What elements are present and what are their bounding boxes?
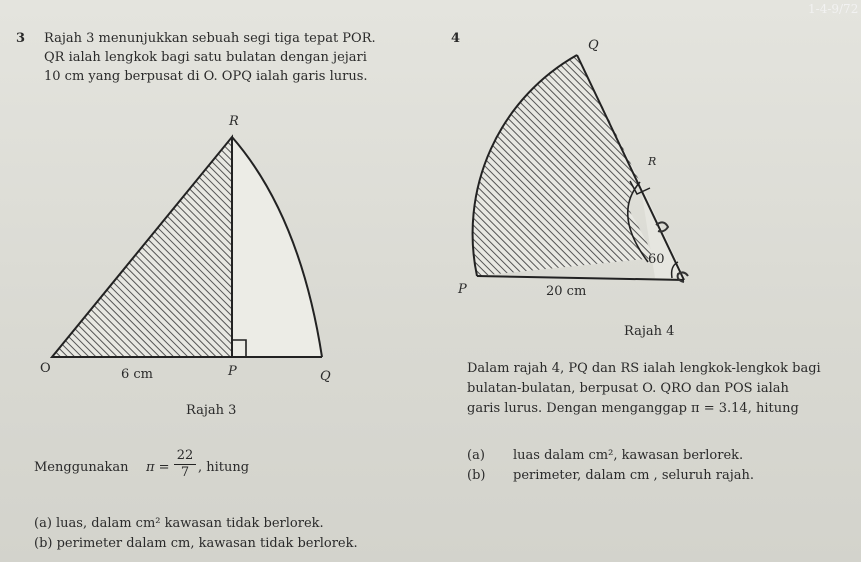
d3-label-R: R: [229, 114, 239, 129]
line-POS: [477, 276, 684, 280]
q4-line-1: Dalam rajah 4, PQ dan RS ialah lengkok-lengkok bagi: [467, 361, 821, 376]
q4-part-b-label: (b): [467, 468, 486, 483]
q3-part-a: (a) luas, dalam cm² kawasan tidak berlorek.: [34, 516, 324, 531]
q4-number: 4: [451, 31, 461, 46]
q3-pi-numerator: 22: [176, 448, 194, 463]
d3-label-P: P: [228, 364, 237, 379]
q3-line-2: QR ialah lengkok bagi satu bulatan dengan jejari: [44, 50, 367, 65]
q3-line-1: Rajah 3 menunjukkan sebuah segi tiga tepat POR.: [44, 31, 376, 46]
q3-pi-fraction: [174, 448, 196, 480]
q3-pi-denominator: 7: [174, 464, 196, 480]
q4-part-b-text: perimeter, dalam cm , seluruh rajah.: [513, 468, 755, 483]
d4-label-Q: Q: [588, 38, 599, 53]
d4-label-P: P: [458, 282, 467, 297]
d4-label-R: R: [648, 155, 657, 168]
q4-line-2: bulatan-bulatan, berpusat O. QRO dan POS ialah: [467, 381, 789, 396]
q3-part-b: (b) perimeter dalam cm, kawasan tidak berlorek.: [34, 536, 358, 551]
d3-label-O: O: [40, 361, 51, 376]
shaded-region-4: [473, 55, 655, 276]
d3-caption: Rajah 3: [186, 403, 237, 418]
d4-caption: Rajah 4: [624, 324, 675, 339]
q3-instruction-prefix: Menggunakan: [34, 460, 129, 475]
q3-pi-symbol: π =: [146, 460, 170, 475]
q3-line-3: 10 cm yang berpusat di O. OPQ ialah garis lurus.: [44, 69, 368, 84]
q3-instruction-suffix: , hitung: [198, 460, 250, 475]
q4-part-a-text: luas dalam cm², kawasan berlorek.: [513, 448, 744, 463]
d3-label-Q: Q: [320, 369, 331, 384]
shaded-triangle-OPR: [52, 137, 232, 357]
q3-number: 3: [16, 31, 26, 46]
d3-dim-label: 6 cm: [121, 367, 154, 382]
page-number: 1-4-9/72: [808, 2, 859, 16]
unshaded-region: [232, 137, 322, 357]
d4-dim-label: 20 cm: [546, 284, 587, 299]
q4-part-a-label: (a): [467, 448, 485, 463]
d4-angle-label: 60: [648, 252, 665, 267]
q4-line-3: garis lurus. Dengan menganggap π = 3.14, hitung: [467, 401, 799, 416]
